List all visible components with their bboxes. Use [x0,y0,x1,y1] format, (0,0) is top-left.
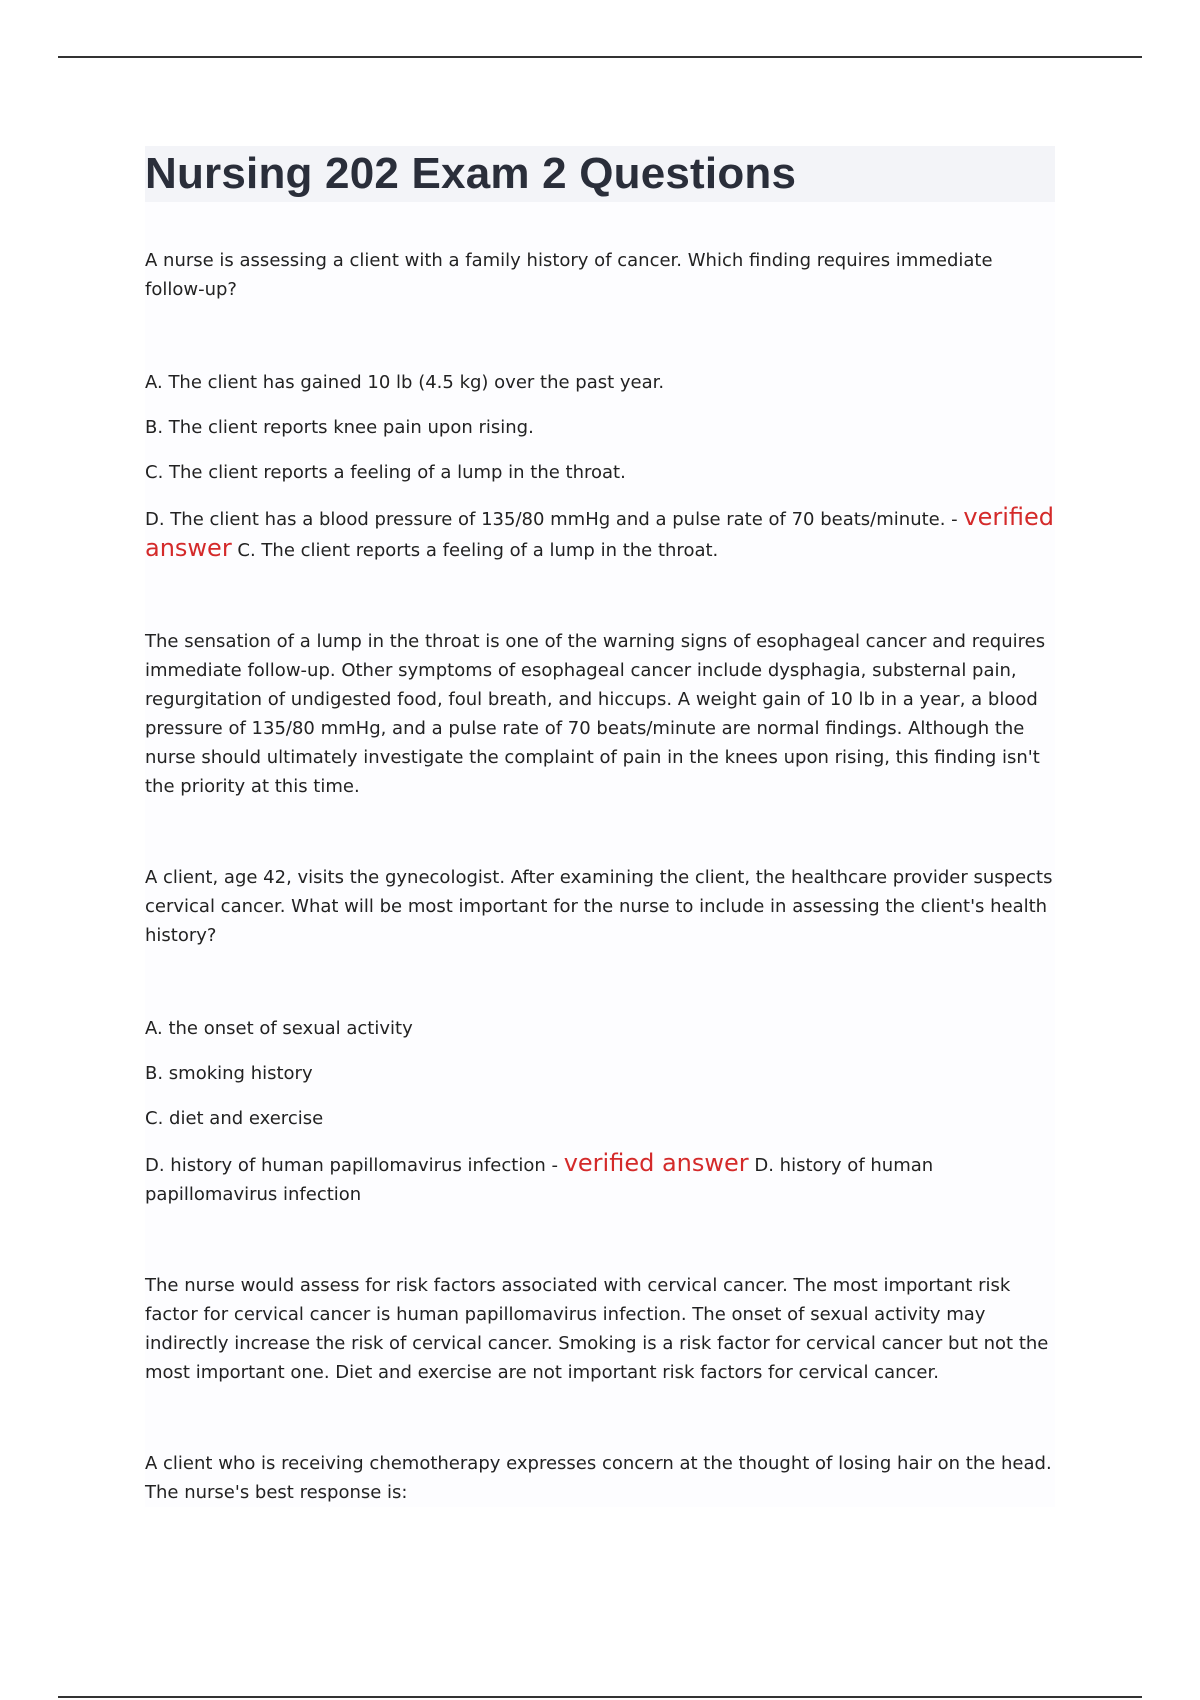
question-text: A client who is receiving chemotherapy expresses concern at the thought of losing hair on the head. The nurse's best response is: [145,1453,1052,1503]
option-a: A. The client has gained 10 lb (4.5 kg) over the past year. [145,372,665,393]
question-block-1 [145,246,1055,801]
correct-answer: D. history of human papillomavirus infection [145,1155,934,1205]
question-text: A nurse is assessing a client with a family history of cancer. Which finding requires immediate follow-up? [145,250,993,300]
option-d: D. history of human papillomavirus infection - [145,1155,558,1176]
answer-explanation: The sensation of a lump in the throat is one of the warning signs of esophageal cancer and requires immediate follow-up. Other symptoms of esophageal cancer include dysphagia, substernal pain, regurgitation of undigested food, foul breath, and hiccups. A weight gain of 10 lb in a year, a blood pressure of 135/80 mmHg, and a pulse rate of 70 beats/minute are normal findings. Although the nurse should ultimately investigate the complaint of pain in the knees upon rising, this finding isn't the priority at this time. [145,631,1046,797]
answer-options [145,368,1055,565]
verified-answer-label: verified answer [563,1149,749,1177]
title-band [145,146,1055,202]
option-d: D. The client has a blood pressure of 135/80 mmHg and a pulse rate of 70 beats/minute. - [145,509,958,530]
correct-answer: C. The client reports a feeling of a lump in the throat. [237,540,719,561]
answer-explanation: The nurse would assess for risk factors associated with cervical cancer. The most important risk factor for cervical cancer is human papillomavirus infection. The onset of sexual activity may indirectly increase the risk of cervical cancer. Smoking is a risk factor for cervical cancer but not the most important one. Diet and exercise are not important risk factors for cervical cancer. [145,1275,1049,1383]
option-a: A. the onset of sexual activity [145,1018,413,1039]
verified-answer-label: verified answer [145,503,1055,562]
option-b: B. The client reports knee pain upon rising. [145,417,534,438]
option-d-with-answer [145,1149,1055,1209]
option-c: C. The client reports a feeling of a lump in the throat. [145,462,626,483]
question-block-2 [145,863,1055,1387]
question-block-3 [145,1449,1055,1507]
option-c: C. diet and exercise [145,1108,324,1129]
option-d-with-answer [145,503,1055,565]
header-rule [58,56,1142,58]
footer-rule [58,1696,1142,1698]
option-b: B. smoking history [145,1063,313,1084]
document-page [145,146,1055,1507]
question-text: A client, age 42, visits the gynecologist. After examining the client, the healthcare provider suspects cervical cancer. What will be most important for the nurse to include in assessing the client's health history? [145,867,1053,946]
document-title: Nursing 202 Exam 2 Questions [145,149,797,198]
answer-options [145,1014,1055,1209]
